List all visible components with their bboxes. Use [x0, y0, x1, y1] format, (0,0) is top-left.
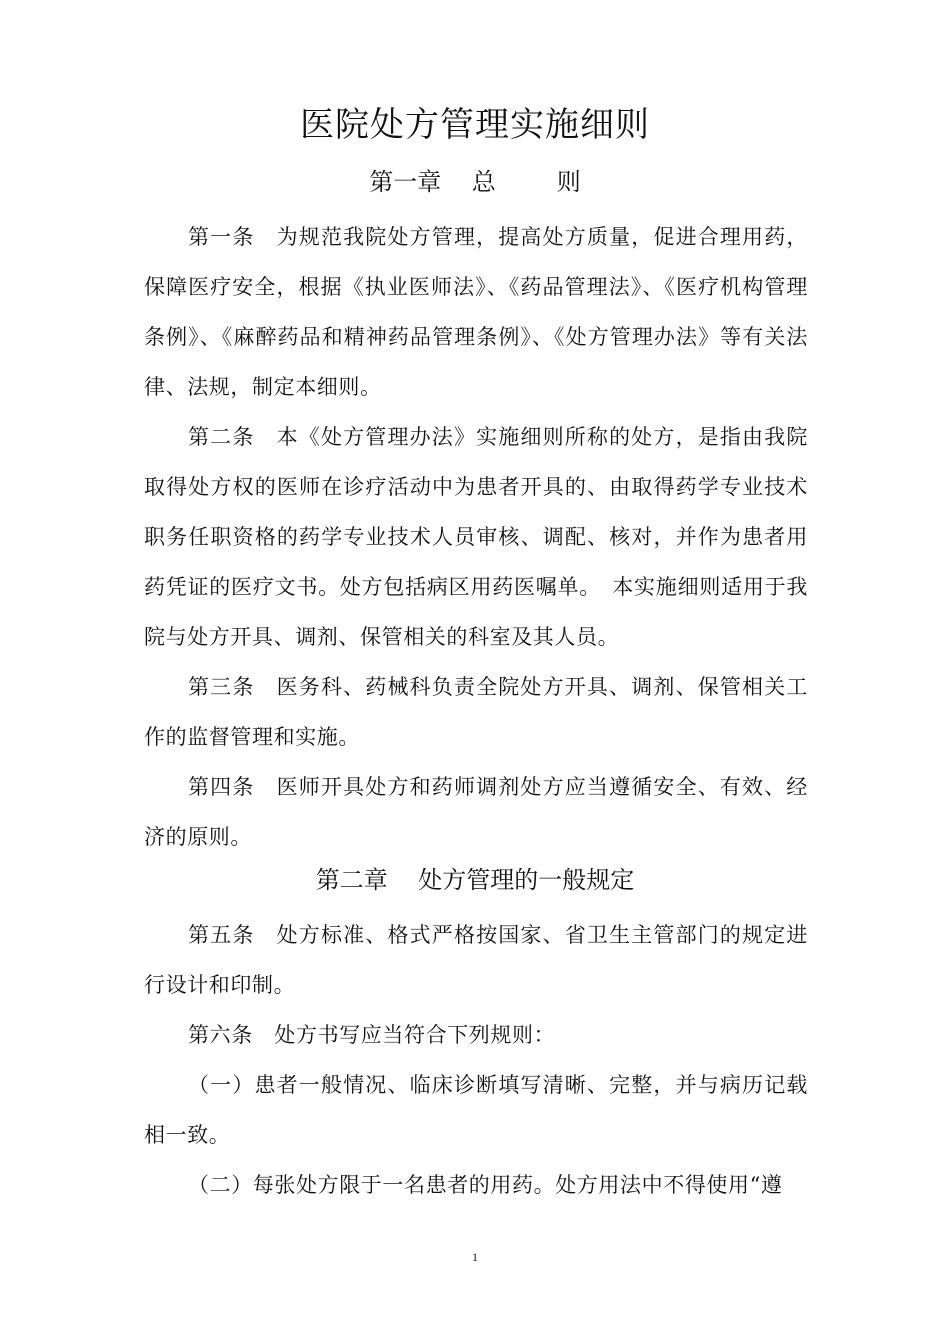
article-4-paragraph: 第四条 医师开具处方和药师调剂处方应当遵循安全、有效、经济的原则。 [144, 775, 808, 849]
article-2-paragraph: 第二条 本《处方管理办法》实施细则所称的处方，是指由我院取得处方权的医师在诊疗活动中为患者开具的、由取得药学专业技术职务任职资格的药学专业技术人员审核、调配、核对，并作为患者用药凭证的医疗文书。处方包括病区用药医嘱单。 本实施细则适用于我院与处方开具、调剂、保管相关的科室及其人员。 [144, 425, 808, 649]
page-number: 1 [472, 1250, 478, 1264]
article-5-paragraph: 第五条 处方标准、格式严格按国家、省卫生主管部门的规定进行设计和印制。 [144, 923, 808, 997]
clause-2-paragraph: （二）每张处方限于一名患者的用药。处方用法中不得使用“遵 [188, 1173, 783, 1197]
chapter-heading-1: 第一章 总 则 [369, 168, 581, 196]
document-title: 医院处方管理实施细则 [300, 105, 650, 145]
article-6-paragraph: 第六条 处方书写应当符合下列规则： [188, 1023, 556, 1047]
article-1-paragraph: 第一条 为规范我院处方管理，提高处方质量，促进合理用药，保障医疗安全，根据《执业医师法》、《药品管理法》、《医疗机构管理条例》、《麻醉药品和精神药品管理条例》、《处方管理办法》等有关法律、法规，制定本细则。 [144, 225, 808, 399]
chapter-heading-2: 第二章 处方管理的一般规定 [315, 866, 635, 894]
article-3-paragraph: 第三条 医务科、药械科负责全院处方开具、调剂、保管相关工作的监督管理和实施。 [144, 675, 808, 749]
clause-1-paragraph: （一）患者一般情况、临床诊断填写清晰、完整，并与病历记载相一致。 [144, 1073, 808, 1147]
